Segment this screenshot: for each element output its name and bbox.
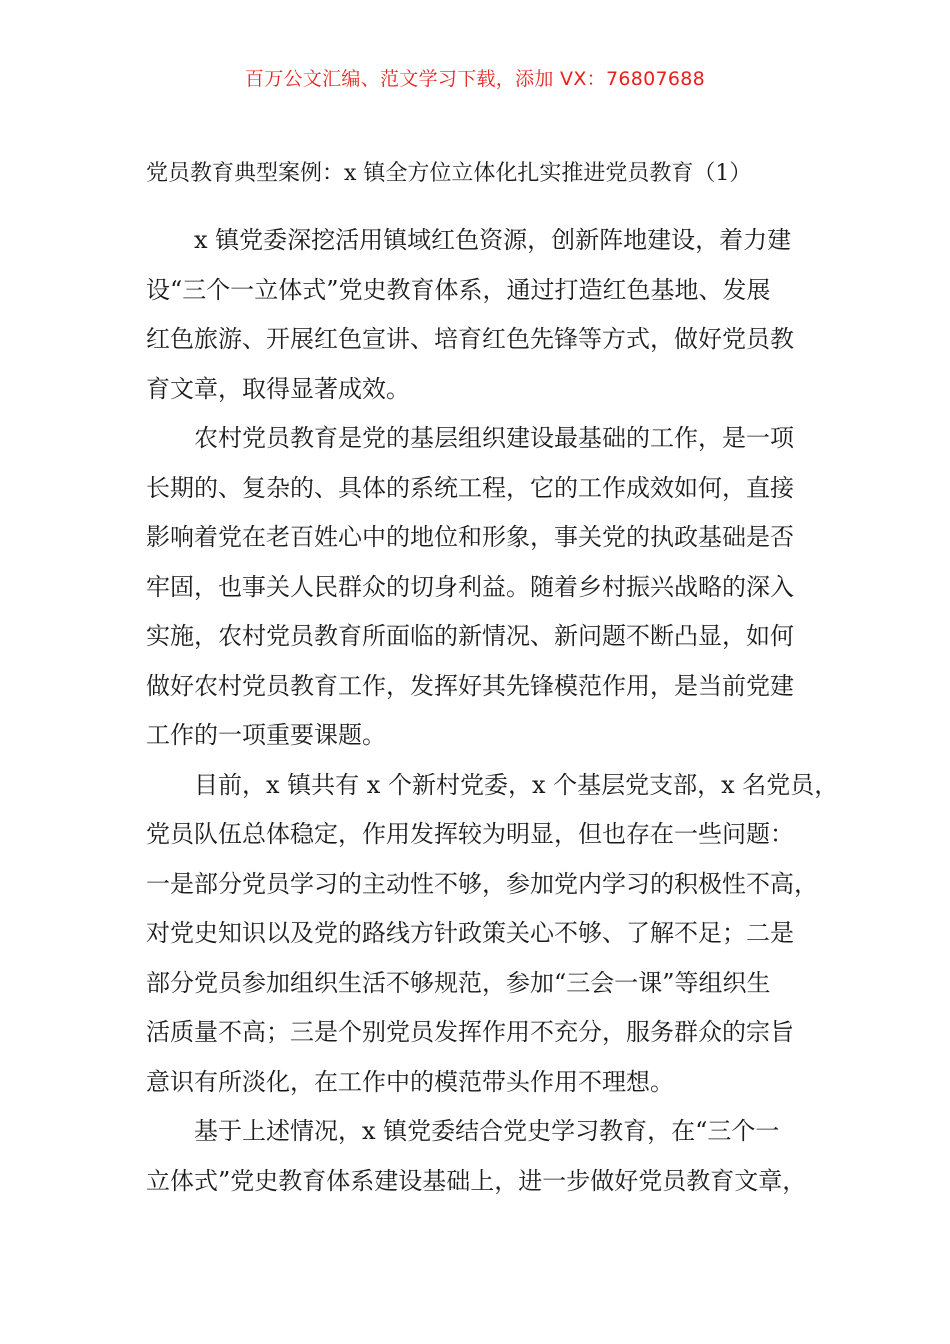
paragraph-2 bbox=[146, 414, 826, 761]
document-title: 党员教育典型案例：x 镇全方位立体化扎实推进党员教育（1） bbox=[146, 161, 752, 186]
paragraph-line: 农村党员教育是党的基层组织建设最基础的工作，是一项 bbox=[194, 424, 794, 452]
paragraph-1 bbox=[146, 216, 826, 414]
paragraph-line: 红色旅游、开展红色宣讲、培育红色先锋等方式，做好党员教 bbox=[146, 325, 794, 353]
paragraph-3 bbox=[146, 761, 839, 1108]
paragraph-line: 对党史知识以及党的路线方针政策关心不够、了解不足；二是 bbox=[146, 919, 794, 947]
paragraph-line: 工作的一项重要课题。 bbox=[146, 721, 386, 749]
paragraph-line: 党员队伍总体稳定，作用发挥较为明显，但也存在一些问题： bbox=[146, 820, 794, 848]
paragraph-line: 牢固，也事关人民群众的切身利益。随着乡村振兴战略的深入 bbox=[146, 572, 794, 601]
paragraph-4 bbox=[146, 1107, 826, 1206]
paragraph-line: 基于上述情况，x 镇党委结合党史学习教育，在“三个一 bbox=[194, 1117, 780, 1145]
paragraph-line: 立体式”党史教育体系建设基础上，进一步做好党员教育文章， bbox=[146, 1166, 807, 1195]
paragraph-line: 育文章，取得显著成效。 bbox=[146, 374, 410, 403]
paragraph-line: 做好农村党员教育工作，发挥好其先锋模范作用，是当前党建 bbox=[146, 671, 794, 700]
header-banner: 百万公文汇编、范文学习下载，添加 VX：76807688 bbox=[244, 68, 706, 90]
paragraph-line: 一是部分党员学习的主动性不够，参加党内学习的积极性不高， bbox=[146, 869, 818, 898]
paragraph-line: 影响着党在老百姓心中的地位和形象，事关党的执政基础是否 bbox=[146, 523, 794, 551]
paragraph-line: x 镇党委深挖活用镇域红色资源，创新阵地建设，着力建 bbox=[194, 226, 792, 254]
paragraph-line: 实施，农村党员教育所面临的新情况、新问题不断凸显，如何 bbox=[146, 622, 794, 650]
document-body bbox=[146, 216, 839, 1206]
paragraph-line: 活质量不高；三是个别党员发挥作用不充分，服务群众的宗旨 bbox=[146, 1018, 794, 1046]
paragraph-line: 长期的、复杂的、具体的系统工程，它的工作成效如何，直接 bbox=[146, 473, 794, 502]
paragraph-line: 设“三个一立体式”党史教育体系，通过打造红色基地、发展 bbox=[146, 275, 771, 304]
paragraph-line: 目前，x 镇共有 x 个新村党委，x 个基层党支部，x 名党员， bbox=[194, 770, 839, 799]
paragraph-line: 部分党员参加组织生活不够规范，参加“三会一课”等组织生 bbox=[146, 968, 771, 997]
paragraph-line: 意识有所淡化，在工作中的模范带头作用不理想。 bbox=[146, 1067, 674, 1096]
